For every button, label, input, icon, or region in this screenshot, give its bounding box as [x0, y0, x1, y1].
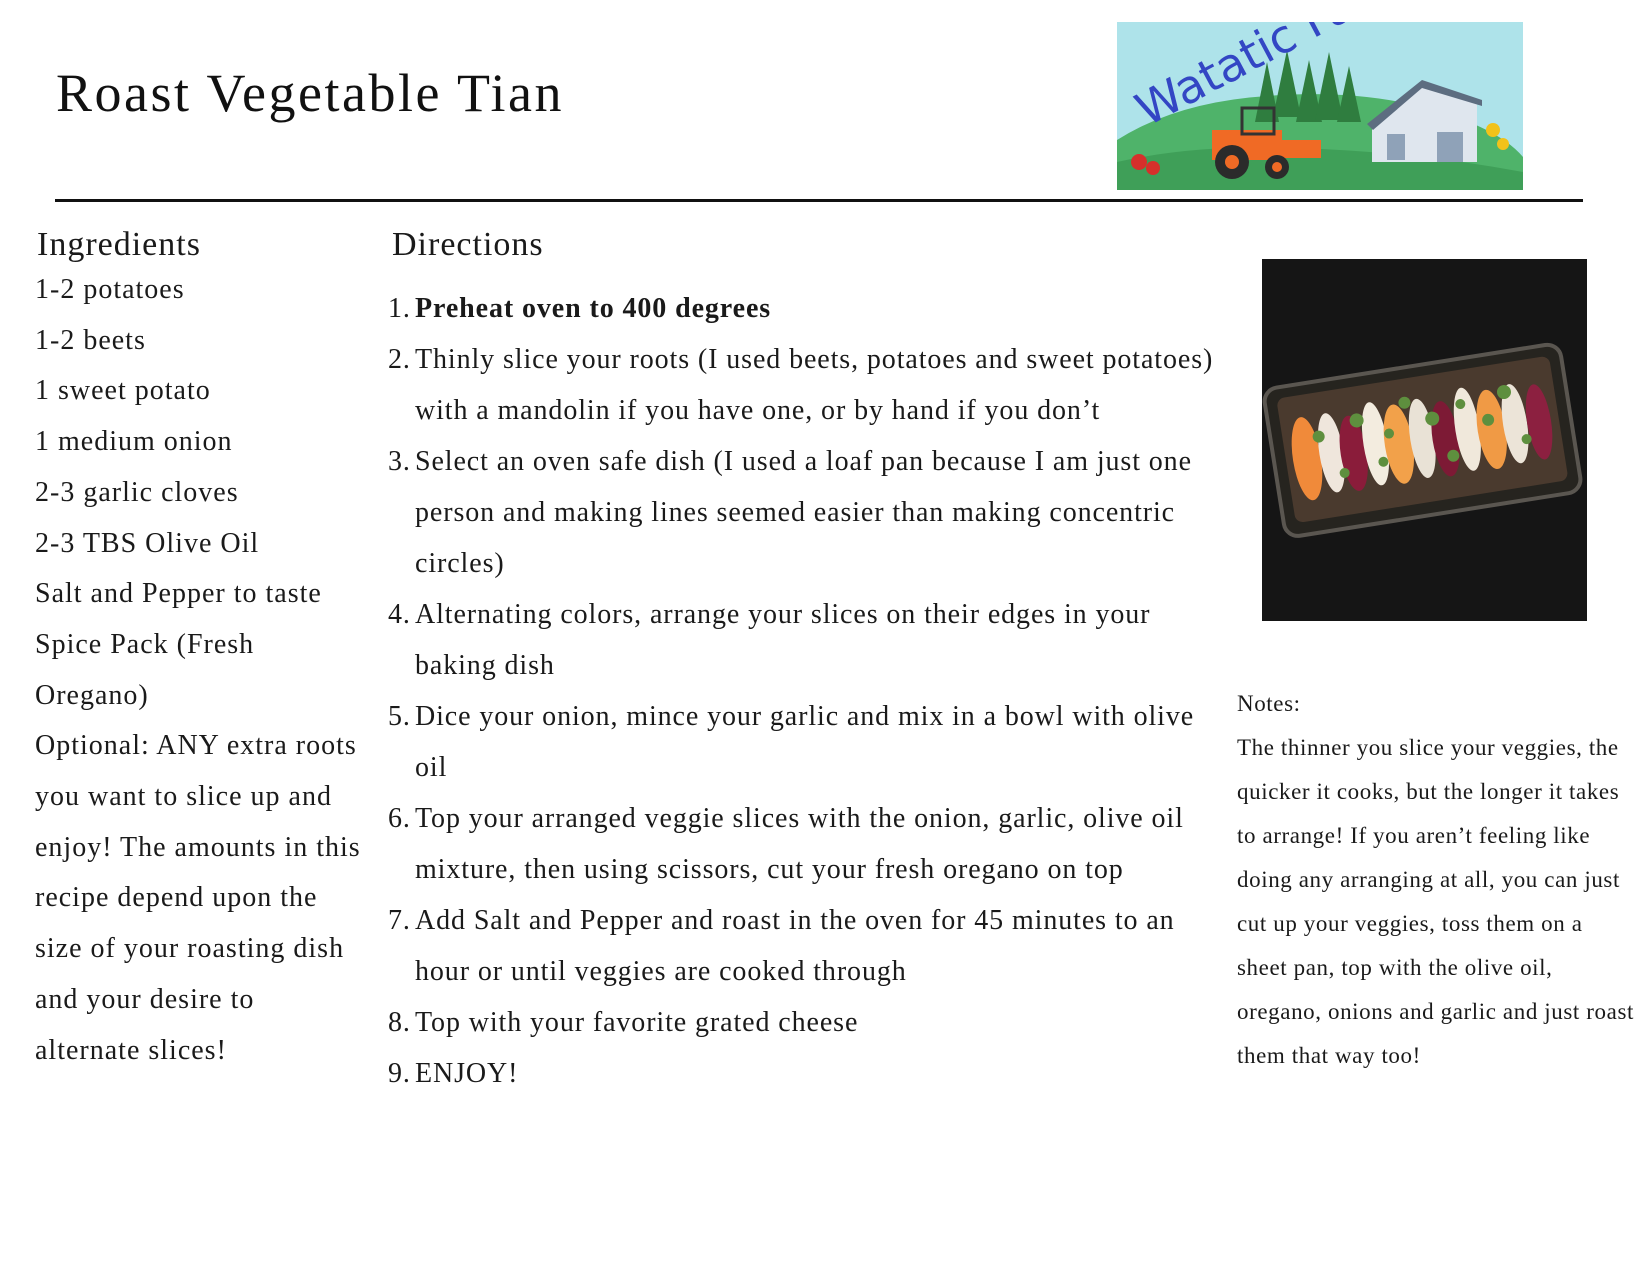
ingredient-item: Spice Pack (Fresh Oregano): [35, 628, 255, 711]
notes-section: [1237, 682, 1637, 1078]
step-text: Top with your favorite grated cheese: [415, 1007, 859, 1038]
ingredients-list: [35, 265, 365, 1076]
step-text: Add Salt and Pepper and roast in the oven for 45 minutes to an hour or until veggies are cooked through: [415, 905, 1175, 987]
ingredient-item: 1 sweet potato: [35, 375, 211, 407]
direction-step: [388, 1048, 1218, 1099]
ingredients-heading: Ingredients: [37, 226, 201, 263]
recipe-title: Roast Vegetable Tian: [56, 63, 564, 123]
step-number: 9.: [388, 1058, 411, 1089]
notes-label: Notes:: [1237, 691, 1301, 716]
ingredient-item: 2-3 garlic cloves: [35, 476, 239, 508]
direction-step: [388, 589, 1218, 691]
direction-step: [388, 997, 1218, 1048]
direction-step: [388, 691, 1218, 793]
notes-text: The thinner you slice your veggies, the quicker it cooks, but the longer it takes to arrange! If you aren’t feeling like doing any arranging at all, you can just cut up your veggies, toss them on a sheet pan, top with the olive oil, oregano, onions and garlic and just roast them that way too!: [1237, 735, 1634, 1068]
ingredient-item: Salt and Pepper to taste: [35, 578, 322, 610]
direction-step: [388, 334, 1218, 436]
step-text: Preheat oven to 400 degrees: [415, 293, 772, 324]
direction-step: [388, 793, 1218, 895]
step-text: Top your arranged veggie slices with the onion, garlic, olive oil mixture, then using scissors, cut your fresh oregano on top: [415, 803, 1184, 885]
directions-heading: Directions: [392, 226, 544, 263]
direction-step: [388, 895, 1218, 997]
step-number: 3.: [388, 446, 411, 477]
ingredient-item: Optional: ANY extra roots you want to slice up and enjoy! The amounts in this recipe depend upon the size of your roasting dish and your desire to alternate slices!: [35, 730, 361, 1066]
ingredient-item: 1-2 beets: [35, 324, 146, 356]
ingredient-item: 1-2 potatoes: [35, 274, 185, 305]
step-number: 7.: [388, 905, 411, 936]
step-text: Dice your onion, mince your garlic and mix in a bowl with olive oil: [415, 701, 1195, 783]
step-number: 2.: [388, 344, 411, 375]
step-text: ENJOY!: [415, 1058, 519, 1089]
step-text: Alternating colors, arrange your slices on their edges in your baking dish: [415, 599, 1151, 681]
direction-step: [388, 283, 1218, 334]
step-number: 6.: [388, 803, 411, 834]
step-number: 8.: [388, 1007, 411, 1038]
step-number: 5.: [388, 701, 411, 732]
step-text: Thinly slice your roots (I used beets, potatoes and sweet potatoes) with a mandolin if you have one, or by hand if you don’t: [415, 344, 1214, 426]
step-number: 1.: [388, 293, 411, 324]
farm-logo: [1117, 22, 1523, 190]
direction-step: [388, 436, 1218, 589]
directions-list: [388, 283, 1218, 1099]
step-text: Select an oven safe dish (I used a loaf pan because I am just one person and making lines seemed easier than making concentric circles): [415, 446, 1192, 579]
ingredient-item: 1 medium onion: [35, 426, 233, 458]
dish-photo: [1262, 259, 1587, 621]
ingredient-item: 2-3 TBS Olive Oil: [35, 527, 260, 559]
header-divider: [55, 199, 1583, 202]
step-number: 4.: [388, 599, 411, 630]
